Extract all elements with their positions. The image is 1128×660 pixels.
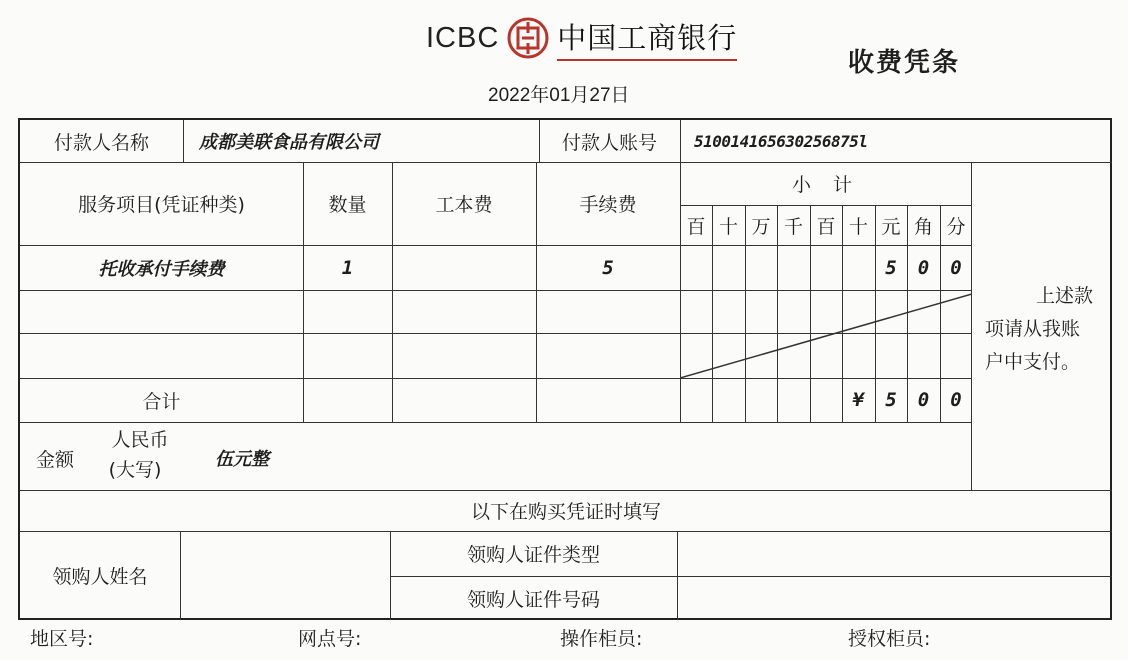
branch-number-label: 网点号: [298,628,362,650]
buyer-name-label: 领购人姓名 [52,566,148,588]
digit-header: 千 [783,215,803,238]
brand-en: ICBC [426,21,500,54]
upper-case-label: (大写) [108,458,162,481]
purchase-section-header: 以下在购买凭证时填写 [470,501,661,523]
digit-header: 万 [751,215,771,238]
item-digit [745,245,777,290]
total-digit [777,378,810,422]
buyer-name-field [180,531,390,620]
total-digit: ¥ [852,389,865,411]
item-digit: 0 [950,256,962,279]
payer-name-label: 付款人名称 [53,131,149,154]
fee-label: 手续费 [579,194,637,216]
total-digit: 0 [950,389,962,411]
cancel-diagonal-line [680,290,972,378]
buyer-id-type-field [677,531,1112,576]
brand-cn: 中国工商银行 [557,16,737,61]
total-digit [810,378,842,422]
total-digit [680,378,712,422]
item-name: 托收承付手续费 [98,258,225,280]
total-digit: 5 [885,389,897,411]
area-number-label: 地区号: [30,628,94,650]
digit-header: 百 [816,215,836,238]
document-date: 2022年01月27日 [488,85,630,106]
icbc-logo-icon [507,17,549,59]
payer-account-value: 510014165630256875l [694,131,868,151]
item-digit [810,245,842,290]
total-digit: 0 [917,389,930,411]
total-digit [745,378,777,422]
fee-receipt-form [18,118,1112,620]
subtotal-label: 小 计 [791,174,861,196]
digit-header: 十 [848,215,868,238]
amount-upper-value: 伍元整 [215,449,269,470]
quantity-label: 数量 [328,194,367,216]
buyer-id-number-field [677,576,1112,620]
payment-authorization-notice [985,280,1103,379]
item-digit: 0 [917,256,930,279]
amount-label: 金额 [35,448,74,471]
item-digit [777,245,810,290]
digit-header: 分 [946,215,966,238]
item-digit [680,245,712,290]
digit-header: 十 [718,215,738,238]
document-title: 收费凭条 [848,48,961,78]
service-item-label: 服务项目(凭证种类) [78,194,245,216]
bank-brand [426,16,737,60]
item-quantity: 1 [341,256,354,279]
item-digit [712,245,745,290]
total-digit [712,378,745,422]
teller-label: 操作柜员: [560,628,643,650]
item-digit [842,245,875,290]
digit-header: 元 [881,215,901,238]
item-fee: 5 [602,256,614,279]
digit-header: 角 [913,215,933,238]
authorizing-teller-label: 授权柜员: [848,628,931,650]
digit-header: 百 [686,215,706,238]
buyer-id-number-label: 领购人证件号码 [466,588,600,611]
cost-label: 工本费 [435,194,493,216]
notice-line: 户中支付。 [985,351,1081,373]
rmb-label: 人民币 [111,428,169,451]
row-line [20,422,972,423]
notice-line: 上述款 [1035,285,1093,307]
payer-name-value: 成都美联食品有限公司 [199,132,379,153]
total-label: 合计 [142,390,181,413]
buyer-id-type-label: 领购人证件类型 [466,544,600,566]
item-digit: 5 [885,256,897,279]
payer-account-label: 付款人账号 [561,131,657,154]
notice-line: 项请从我账 [985,318,1081,340]
